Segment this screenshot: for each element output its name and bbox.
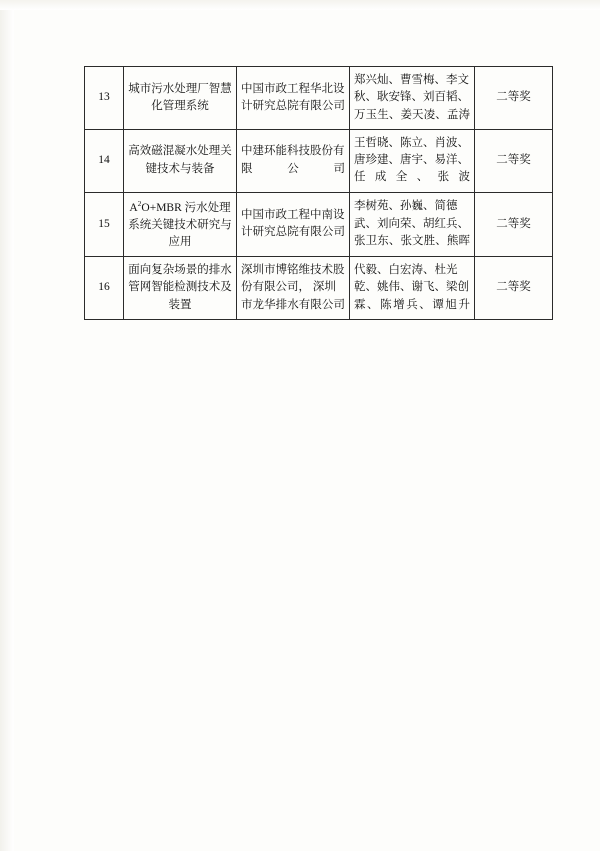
completion-people: 郑兴灿、曹雪梅、李文秋、耿安锋、刘百韬、万玉生、姜天凌、孟涛 xyxy=(350,67,475,130)
award-table-body xyxy=(85,67,553,320)
completion-org: 深圳市博铭维技术股份有限公司， 深圳市龙华排水有限公司 xyxy=(237,257,350,320)
row-number: 13 xyxy=(85,67,124,130)
completion-people: 代毅、白宏涛、杜光乾、姚伟、谢飞、梁创霖、陈增兵、谭旭升 xyxy=(350,257,475,320)
completion-people: 王哲晓、陈立、肖波、唐珍建、唐宇、易洋、任成全、张波 xyxy=(350,129,475,192)
scan-edge-left xyxy=(0,0,14,851)
row-number: 15 xyxy=(85,192,124,257)
title-rest: O+MBR 污水处理系统关键技术研究与应用 xyxy=(128,201,232,248)
row-number: 14 xyxy=(85,129,124,192)
table-row xyxy=(85,67,553,130)
project-title: 面向复杂场景的排水管网智能检测技术及装置 xyxy=(124,257,237,320)
scan-edge-top xyxy=(0,0,600,10)
completion-org: 中建环能科技股份有限公司 xyxy=(237,129,350,192)
row-number: 16 xyxy=(85,257,124,320)
title-prefix: A xyxy=(129,201,138,214)
award-level: 二等奖 xyxy=(475,129,553,192)
completion-org: 中国市政工程中南设计研究总院有限公司 xyxy=(237,192,350,257)
table-row xyxy=(85,129,553,192)
project-title xyxy=(124,192,237,257)
table-row xyxy=(85,192,553,257)
project-title: 城市污水处理厂智慧化管理系统 xyxy=(124,67,237,130)
table-row xyxy=(85,257,553,320)
award-table xyxy=(84,66,553,320)
award-level: 二等奖 xyxy=(475,257,553,320)
title-superscript: 2 xyxy=(137,198,142,208)
award-level: 二等奖 xyxy=(475,67,553,130)
completion-org: 中国市政工程华北设计研究总院有限公司 xyxy=(237,67,350,130)
award-level: 二等奖 xyxy=(475,192,553,257)
completion-people: 李树苑、孙巍、简德武、刘向荣、胡红兵、张卫东、张文胜、熊晖 xyxy=(350,192,475,257)
award-table-container xyxy=(84,66,531,320)
project-title: 高效磁混凝水处理关键技术与装备 xyxy=(124,129,237,192)
